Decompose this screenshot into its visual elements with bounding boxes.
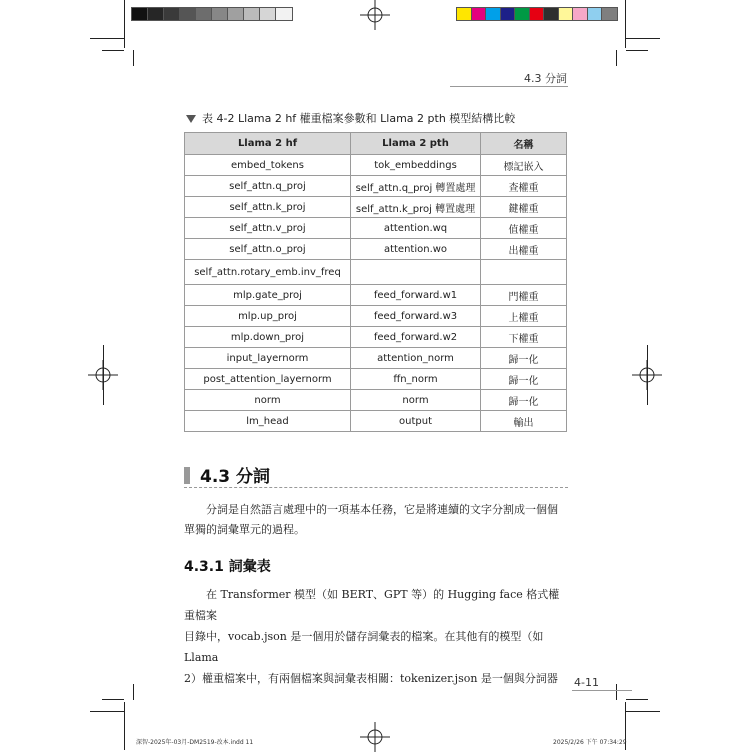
color-swatch	[148, 8, 164, 20]
table-cell: 輸出	[481, 411, 567, 432]
color-swatch	[276, 8, 292, 20]
table-caption: 表 4-2 Llama 2 hf 權重檔案參數和 Llama 2 pth 模型結構比較	[186, 110, 515, 126]
table-header-row	[185, 133, 567, 155]
table-cell	[481, 260, 567, 285]
color-swatch	[212, 8, 228, 20]
table-cell: norm	[185, 390, 351, 411]
table-cell: attention_norm	[351, 348, 481, 369]
crop-mark	[625, 0, 626, 48]
page-number-rule	[572, 690, 632, 691]
paragraph-line: 單獨的詞彙單元的過程。	[184, 523, 305, 536]
table-cell: 歸一化	[481, 390, 567, 411]
crop-mark	[103, 345, 104, 405]
table-cell: self_attn.v_proj	[185, 218, 351, 239]
paragraph-line: 分詞是自然語言處理中的一項基本任務，它是將連續的文字分割成一個個	[206, 503, 558, 516]
color-swatch	[588, 8, 603, 20]
paragraph-line: 目錄中，vocab.json 是一個用於儲存詞彙表的檔案。在其他有的模型（如 Llama	[184, 630, 544, 664]
table-cell: 歸一化	[481, 369, 567, 390]
table-cell: post_attention_layernorm	[185, 369, 351, 390]
table-row	[185, 260, 567, 285]
table-row	[185, 285, 567, 306]
color-swatch	[573, 8, 588, 20]
crop-mark	[626, 699, 648, 700]
color-swatch	[486, 8, 501, 20]
slug-timestamp: 2025/2/26 下午 07:34:29	[553, 739, 627, 746]
table-cell: mlp.up_proj	[185, 306, 351, 327]
column-header: Llama 2 hf	[185, 133, 351, 155]
table-row	[185, 239, 567, 260]
table-cell: attention.wo	[351, 239, 481, 260]
color-swatch	[515, 8, 530, 20]
grey-color-bar	[131, 7, 293, 21]
running-head: 4.3 分詞	[524, 72, 567, 85]
crop-mark	[133, 50, 134, 66]
triangle-down-icon	[186, 115, 196, 123]
color-swatch	[132, 8, 148, 20]
table-cell	[351, 260, 481, 285]
paragraph-line: 2）權重檔案中，有兩個檔案與詞彙表相關：tokenizer.json 是一個與分詞器	[184, 672, 558, 685]
table-cell: feed_forward.w1	[351, 285, 481, 306]
color-swatch	[244, 8, 260, 20]
color-swatch	[260, 8, 276, 20]
paragraph	[184, 500, 568, 540]
column-header: 名稱	[481, 133, 567, 155]
table-cell: 查權重	[481, 176, 567, 197]
page-number: 4-11	[574, 676, 599, 689]
table-cell: 值權重	[481, 218, 567, 239]
table-cell: norm	[351, 390, 481, 411]
crop-mark	[647, 345, 648, 405]
table-row	[185, 390, 567, 411]
table-row	[185, 176, 567, 197]
crop-mark	[102, 50, 124, 51]
table-cell: 歸一化	[481, 348, 567, 369]
table-cell: mlp.down_proj	[185, 327, 351, 348]
table-row	[185, 411, 567, 432]
table-cell: 鍵權重	[481, 197, 567, 218]
table-cell: 下權重	[481, 327, 567, 348]
color-swatch	[602, 8, 617, 20]
table-row	[185, 197, 567, 218]
paragraph	[184, 584, 568, 689]
process-color-bar	[456, 7, 618, 21]
crop-mark	[616, 684, 617, 700]
registration-mark-icon	[360, 722, 390, 752]
table-row	[185, 306, 567, 327]
color-swatch	[472, 8, 487, 20]
color-swatch	[544, 8, 559, 20]
table-cell: attention.wq	[351, 218, 481, 239]
crop-mark	[124, 0, 125, 38]
crop-mark	[90, 711, 124, 712]
section-heading-rule	[184, 487, 568, 488]
table-row	[185, 155, 567, 176]
table-cell: 出權重	[481, 239, 567, 260]
crop-mark	[626, 38, 660, 39]
subsection-heading: 4.3.1 詞彙表	[184, 559, 271, 575]
table-cell: mlp.gate_proj	[185, 285, 351, 306]
table-cell: 上權重	[481, 306, 567, 327]
table-cell: ffn_norm	[351, 369, 481, 390]
table-row	[185, 327, 567, 348]
heading-marker	[184, 467, 190, 484]
table-cell: input_layernorm	[185, 348, 351, 369]
crop-mark	[124, 38, 125, 48]
crop-mark	[124, 702, 125, 750]
table-cell: self_attn.q_proj	[185, 176, 351, 197]
crop-mark	[626, 50, 648, 51]
color-swatch	[196, 8, 212, 20]
table-cell: self_attn.k_proj 轉置處理	[351, 197, 481, 218]
crop-mark	[90, 38, 124, 39]
color-swatch	[180, 8, 196, 20]
color-swatch	[457, 8, 472, 20]
table-cell: self_attn.q_proj 轉置處理	[351, 176, 481, 197]
table-cell: feed_forward.w3	[351, 306, 481, 327]
table-cell: embed_tokens	[185, 155, 351, 176]
crop-mark	[102, 699, 124, 700]
table-row	[185, 218, 567, 239]
table-row	[185, 369, 567, 390]
running-head-rule	[450, 86, 568, 87]
table-cell: self_attn.rotary_emb.inv_freq	[185, 260, 351, 285]
crop-mark	[626, 711, 660, 712]
comparison-table	[184, 132, 567, 432]
color-swatch	[530, 8, 545, 20]
crop-mark	[616, 50, 617, 66]
color-swatch	[228, 8, 244, 20]
slug-filename: 深智-2025年-03月-DM2519-改本.indd 11	[136, 739, 254, 746]
table-cell: output	[351, 411, 481, 432]
color-swatch	[559, 8, 574, 20]
crop-mark	[133, 684, 134, 700]
paragraph-line: 在 Transformer 模型（如 BERT、GPT 等）的 Hugging face 格式權重檔案	[184, 588, 560, 622]
color-swatch	[501, 8, 516, 20]
table-cell: self_attn.k_proj	[185, 197, 351, 218]
section-heading: 4.3 分詞	[184, 462, 568, 487]
table-cell: 門權重	[481, 285, 567, 306]
table-cell: lm_head	[185, 411, 351, 432]
color-swatch	[164, 8, 180, 20]
table-cell: feed_forward.w2	[351, 327, 481, 348]
table-cell: self_attn.o_proj	[185, 239, 351, 260]
table-cell: tok_embeddings	[351, 155, 481, 176]
table-row	[185, 348, 567, 369]
table-cell: 標記嵌入	[481, 155, 567, 176]
column-header: Llama 2 pth	[351, 133, 481, 155]
registration-mark-icon	[360, 0, 390, 30]
